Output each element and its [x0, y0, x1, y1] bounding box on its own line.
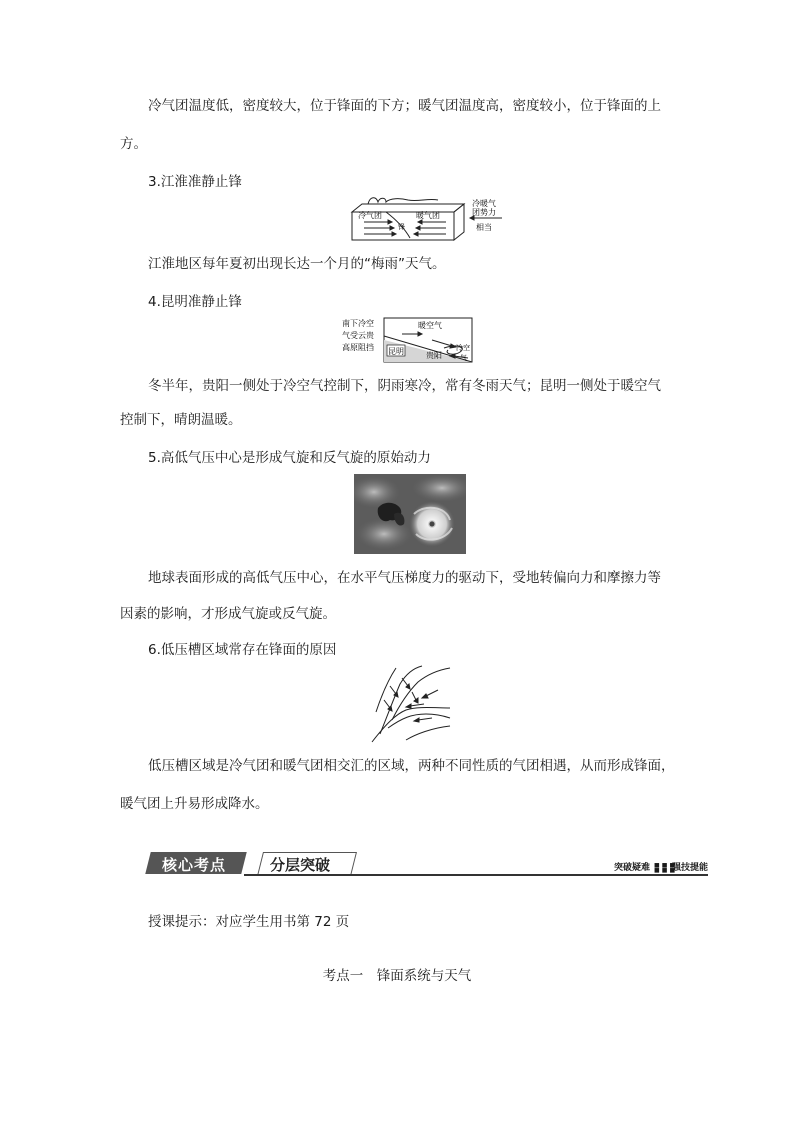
heading-kunming-front: 4.昆明准静止锋 [148, 294, 242, 310]
banner-dots-icon: ■ ■ ■ ■ ■ ■ [653, 861, 676, 874]
kunming-front-diagram [340, 316, 476, 364]
jianghuai-front-diagram [346, 196, 506, 244]
banner-tag [614, 860, 708, 873]
lesson-hint: 授课提示：对应学生用书第 72 页 [148, 914, 350, 930]
label-balance-2: 团势力 [472, 208, 496, 217]
label-south-cold-1: 南下冷空 [342, 319, 374, 328]
para-trough-reason-line2: 暖气团上升易形成降水。 [120, 796, 269, 812]
para-pressure-centers-line1: 地球表面形成的高低气压中心，在水平气压梯度力的驱动下，受地转偏向力和摩擦力等 [148, 570, 661, 586]
para-plum-rain: 江淮地区每年夏初出现长达一个月的“梅雨”天气。 [148, 256, 446, 272]
label-front: 锋 [398, 223, 405, 231]
label-south-cold-2: 气受云贵 [342, 331, 374, 340]
para-front-description-line2: 方。 [120, 136, 147, 152]
para-pressure-centers-line2: 因素的影响，才形成气旋或反气旋。 [120, 606, 336, 622]
banner-rule [244, 874, 708, 876]
banner-tag-right: 强技提能 [671, 863, 708, 873]
label-balance-1: 冷暖气 [472, 199, 496, 208]
banner-layered-breakthrough: 分层突破 [270, 856, 331, 874]
banner-tag-left: 突破疑难 [613, 863, 650, 873]
para-kunming-guiyang-line2: 控制下，晴朗温暖。 [120, 412, 242, 428]
label-cold-air: 冷气团 [358, 211, 382, 220]
para-kunming-guiyang-line1: 冬半年，贵阳一侧处于冷空气控制下，阴雨寒冷，常有冬雨天气；昆明一侧处于暖空气 [148, 378, 661, 394]
para-trough-reason-line1: 低压槽区域是冷气团和暖气团相交汇的区域，两种不同性质的气团相遇，从而形成锋面， [148, 758, 675, 774]
label-cold-air-2: 气 [460, 354, 467, 362]
section-banner [148, 850, 708, 878]
label-cold-air-1: 冷空 [456, 344, 470, 352]
label-warm-air: 暖气团 [416, 211, 440, 220]
label-south-cold-3: 高原阻挡 [342, 343, 374, 352]
cyclone-satellite-image [354, 474, 466, 554]
banner-core-points: 核心考点 [162, 856, 227, 874]
heading-pressure-centers: 5.高低气压中心是形成气旋和反气旋的原始动力 [148, 450, 431, 466]
heading-jianghuai-front: 3.江淮准静止锋 [148, 174, 242, 190]
low-pressure-trough-diagram [366, 664, 452, 744]
section-title: 考点一 锋面系统与天气 [322, 968, 472, 984]
label-warm-air: 暖空气 [418, 321, 442, 330]
label-balance-3: 相当 [476, 223, 492, 232]
para-front-description-line1: 冷气团温度低，密度较大，位于锋面的下方；暖气团温度高，密度较小，位于锋面的上 [148, 98, 661, 114]
label-guiyang: 贵阳 [426, 351, 442, 360]
label-kunming: 昆明 [388, 347, 404, 356]
heading-low-pressure-trough: 6.低压槽区域常存在锋面的原因 [148, 642, 337, 658]
